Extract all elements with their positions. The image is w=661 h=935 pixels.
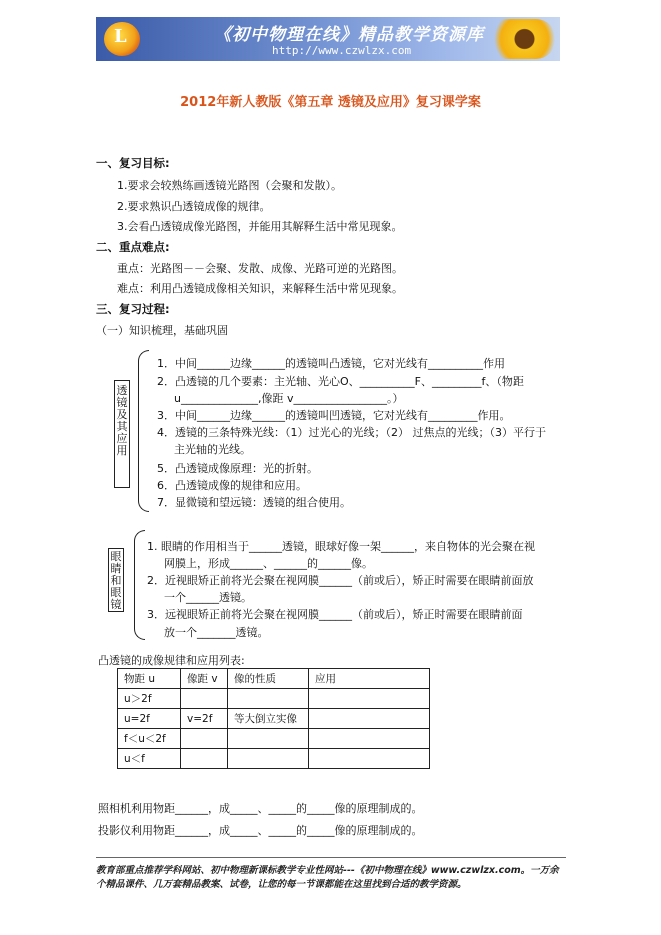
keypoint-item: 重点：光路图－－会聚、发散、成像、光路可逆的光路图。 (117, 262, 403, 275)
document-title: 2012年新人教版《第五章 透镜及应用》复习课学案 (180, 95, 481, 110)
table-row (118, 749, 430, 769)
eye-line: 一个______透镜。 (164, 591, 252, 604)
table-row (118, 729, 430, 749)
table-cell: f＜u＜2f (118, 729, 181, 749)
table-header: 像的性质 (228, 669, 309, 689)
knowledge-line: 主光轴的光线。 (174, 443, 251, 456)
knowledge-line: 3．中间______边缘______的透镜叫凹透镜，它对光线有_________作用。 (157, 409, 511, 422)
eye-line: 1. 眼睛的作用相当于______透镜，眼球好像一架______，来自物体的光会聚在视 (147, 540, 535, 553)
knowledge-line: 2．凸透镜的几个要素：主光轴、光心O、__________F、_________f、（物距 (157, 375, 524, 388)
imaging-rule-table (117, 668, 430, 769)
logo-mark: L (114, 26, 127, 47)
fill-in-line: 照相机利用物距______，成_____、_____的_____像的原理制成的。 (98, 802, 423, 815)
group-label-text: 眼睛和眼镜 (110, 550, 122, 611)
subsection-heading: （一）知识梳理，基础巩固 (96, 324, 228, 337)
goal-item: 3.会看凸透镜成像光路图，并能用其解释生活中常见现象。 (117, 220, 403, 233)
table-cell[interactable] (309, 709, 430, 729)
section-heading-keypoints: 二、重点难点: (96, 240, 170, 254)
knowledge-line: 6．凸透镜成像的规律和应用。 (157, 479, 307, 492)
keypoint-item: 难点：利用凸透镜成像相关知识，来解释生活中常见现象。 (117, 282, 403, 295)
goal-item: 1.要求会较熟练画透镜光路图（会聚和发散）。 (117, 179, 342, 192)
table-header: 像距 v (181, 669, 228, 689)
footer-divider (96, 857, 566, 858)
sunflower-image (486, 19, 556, 59)
eye-line: 放一个_______透镜。 (164, 626, 269, 639)
group-brace (138, 350, 149, 512)
table-cell[interactable] (228, 749, 309, 769)
knowledge-line: 4．透镜的三条特殊光线：（1）过光心的光线；（2） 过焦点的光线；（3）平行于 (157, 426, 546, 439)
table-cell[interactable] (181, 689, 228, 709)
table-row (118, 689, 430, 709)
table-cell[interactable] (309, 749, 430, 769)
table-cell[interactable] (181, 729, 228, 749)
footer-text: 个精品课件、几万套精品教案、试卷，让您的每一节课都能在这里找到合适的教学资源。 (96, 879, 467, 890)
header-banner (96, 17, 560, 61)
table-header: 物距 u (118, 669, 181, 689)
table-caption: 凸透镜的成像规律和应用列表: (98, 654, 245, 667)
group-brace (134, 530, 145, 640)
table-cell: u＜f (118, 749, 181, 769)
knowledge-line: 7．显微镜和望远镜：透镜的组合使用。 (157, 496, 351, 509)
eye-line: 2．近视眼矫正前将光会聚在视网膜______（前或后），矫正时需要在眼睛前面放 (147, 574, 534, 587)
knowledge-line: 1．中间______边缘______的透镜叫凸透镜，它对光线有__________作用 (157, 357, 505, 370)
group-label-eye (108, 548, 124, 612)
group-label-text: 透镜及其应用 (116, 384, 128, 457)
section-heading-process: 三、复习过程: (96, 302, 170, 316)
table-cell: 等大倒立实像 (228, 709, 309, 729)
table-cell[interactable] (309, 689, 430, 709)
table-cell[interactable] (309, 729, 430, 749)
goal-item: 2.要求熟识凸透镜成像的规律。 (117, 200, 271, 213)
section-heading-goals: 一、复习目标: (96, 156, 170, 170)
fill-in-line: 投影仪利用物距______，成_____、_____的_____像的原理制成的。 (98, 824, 423, 837)
table-cell[interactable] (181, 749, 228, 769)
banner-url[interactable]: http://www.czwlzx.com (272, 44, 412, 57)
table-header-row (118, 669, 430, 689)
eye-line: 网膜上，形成______、______的______像。 (164, 557, 373, 570)
table-cell[interactable] (228, 689, 309, 709)
knowledge-line: u______________,像距 v_________________。） (174, 392, 404, 405)
footer-text: 教育部重点推荐学科网站、初中物理新课标教学专业性网站---《初中物理在线》www.czwlzx.com。一万余 (96, 865, 559, 876)
eye-line: 3．远视眼矫正前将光会聚在视网膜______（前或后），矫正时需要在眼睛前面 (147, 608, 523, 621)
banner-title: 《初中物理在线》精品教学资源库 (214, 25, 484, 45)
group-label-lens (114, 380, 130, 488)
table-header: 应用 (309, 669, 430, 689)
table-cell[interactable] (228, 729, 309, 749)
table-cell: u=2f (118, 709, 181, 729)
table-cell: v=2f (181, 709, 228, 729)
table-row (118, 709, 430, 729)
knowledge-line: 5．凸透镜成像原理：光的折射。 (157, 462, 318, 475)
table-cell: u＞2f (118, 689, 181, 709)
